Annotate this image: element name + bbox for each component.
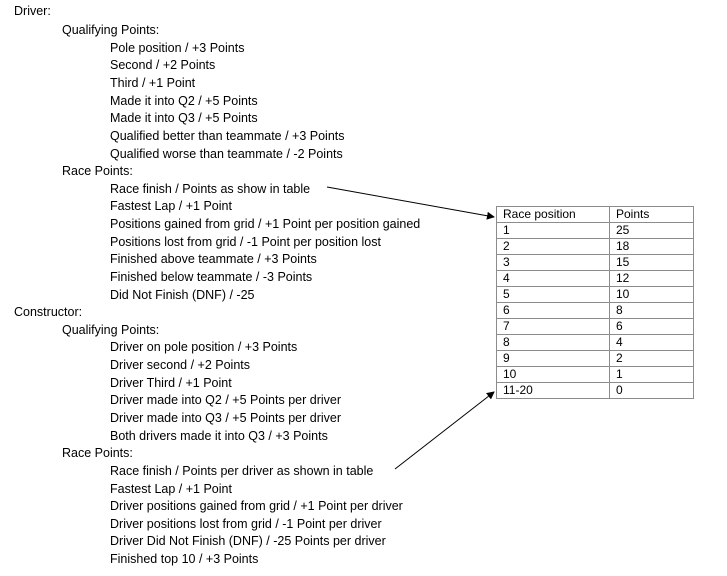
constructor-race-item: Finished top 10 / +3 Points: [110, 552, 259, 566]
constructor-qualifying-item: Driver made into Q3 / +5 Points per driver: [110, 411, 341, 425]
driver-qualifying-item: Third / +1 Point: [110, 76, 196, 90]
points-cell: 18: [610, 239, 694, 255]
driver-qualifying-item: Made it into Q2 / +5 Points: [110, 94, 258, 108]
points-cell: 12: [610, 271, 694, 287]
driver-race-item: Race finish / Points as show in table: [110, 182, 311, 196]
race-position-cell: 6: [497, 303, 610, 319]
table-row: [497, 335, 694, 351]
race-position-cell: 5: [497, 287, 610, 303]
points-cell: 1: [610, 367, 694, 383]
constructor-qualifying-item: Driver made into Q2 / +5 Points per driver: [110, 393, 341, 407]
points-cell: 2: [610, 351, 694, 367]
driver-qualifying-item: Qualified worse than teammate / -2 Points: [110, 147, 343, 161]
points-cell: 8: [610, 303, 694, 319]
table-row: [497, 239, 694, 255]
driver-qualifying-item: Qualified better than teammate / +3 Points: [110, 129, 345, 143]
driver-qualifying-heading: Qualifying Points:: [62, 23, 160, 37]
driver-race-item: Positions gained from grid / +1 Point per position gained: [110, 217, 421, 231]
constructor-qualifying-item: Both drivers made it into Q3 / +3 Points: [110, 429, 328, 443]
constructor-race-finish-arrow: [395, 392, 494, 469]
constructor-qualifying-item: Driver Third / +1 Point: [110, 376, 232, 390]
driver-qualifying-item: Pole position / +3 Points: [110, 41, 245, 55]
header-points: Points: [610, 207, 694, 223]
driver-race-item: Finished below teammate / -3 Points: [110, 270, 313, 284]
constructor-race-item: Fastest Lap / +1 Point: [110, 482, 232, 496]
points-cell: 0: [610, 383, 694, 399]
table-row: [497, 383, 694, 399]
constructor-heading: Constructor:: [14, 305, 83, 319]
constructor-race-item: Race finish / Points per driver as shown in table: [110, 464, 374, 478]
race-position-cell: 8: [497, 335, 610, 351]
constructor-qualifying-item: Driver on pole position / +3 Points: [110, 340, 298, 354]
driver-race-item: Fastest Lap / +1 Point: [110, 199, 232, 213]
constructor-race-heading: Race Points:: [62, 446, 133, 460]
constructor-qualifying-item: Driver second / +2 Points: [110, 358, 250, 372]
points-cell: 10: [610, 287, 694, 303]
constructor-race-item: Driver Did Not Finish (DNF) / -25 Points per driver: [110, 534, 386, 548]
table-row: [497, 367, 694, 383]
race-position-cell: 11-20: [497, 383, 610, 399]
constructor-race-item: Driver positions lost from grid / -1 Point per driver: [110, 517, 382, 531]
table-row: [497, 223, 694, 239]
driver-race-finish-arrow: [327, 187, 494, 217]
constructor-race-item: Driver positions gained from grid / +1 Point per driver: [110, 499, 403, 513]
points-cell: 15: [610, 255, 694, 271]
table-row: [497, 351, 694, 367]
race-position-cell: 9: [497, 351, 610, 367]
table-row: [497, 255, 694, 271]
driver-qualifying-item: Second / +2 Points: [110, 58, 216, 72]
race-position-cell: 4: [497, 271, 610, 287]
points-cell: 25: [610, 223, 694, 239]
table-row: [497, 303, 694, 319]
driver-race-item: Did Not Finish (DNF) / -25: [110, 288, 255, 302]
race-position-cell: 1: [497, 223, 610, 239]
table-row: [497, 319, 694, 335]
points-cell: 4: [610, 335, 694, 351]
race-position-cell: 7: [497, 319, 610, 335]
race-position-cell: 3: [497, 255, 610, 271]
driver-heading: Driver:: [14, 4, 51, 18]
table-row: [497, 287, 694, 303]
points-table: [496, 206, 694, 399]
driver-race-item: Positions lost from grid / -1 Point per position lost: [110, 235, 381, 249]
constructor-qualifying-heading: Qualifying Points:: [62, 323, 160, 337]
race-position-cell: 10: [497, 367, 610, 383]
driver-race-heading: Race Points:: [62, 164, 133, 178]
driver-race-item: Finished above teammate / +3 Points: [110, 252, 317, 266]
points-cell: 6: [610, 319, 694, 335]
table-header-row: [497, 207, 694, 223]
race-position-cell: 2: [497, 239, 610, 255]
table-row: [497, 271, 694, 287]
header-race-position: Race position: [497, 207, 610, 223]
driver-qualifying-item: Made it into Q3 / +5 Points: [110, 111, 258, 125]
